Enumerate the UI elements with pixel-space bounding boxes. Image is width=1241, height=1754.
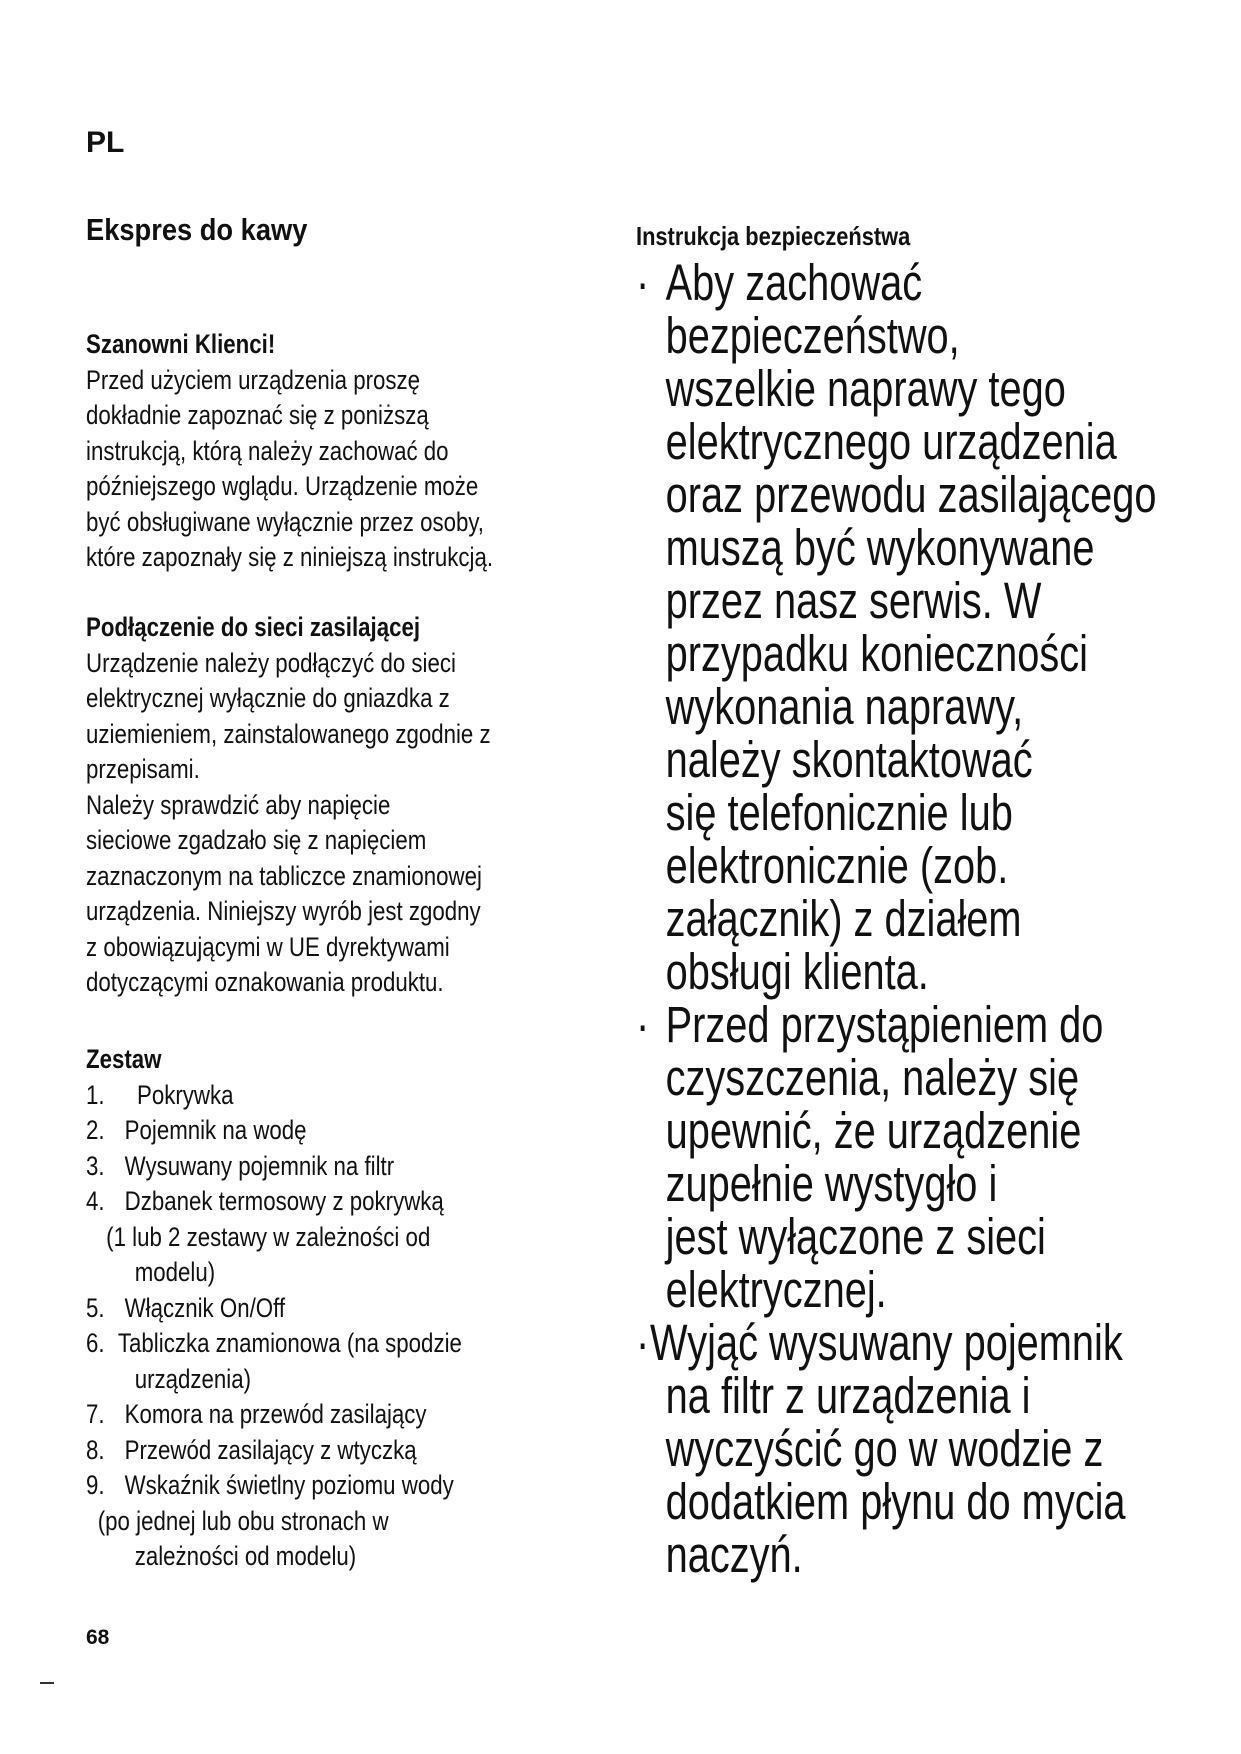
- power-line: elektrycznej wyłącznie do gniazdka z: [86, 683, 450, 713]
- kit-item: [86, 1184, 607, 1220]
- kit-item-note-text: (1 lub 2 zestawy w zależności od: [106, 1221, 431, 1252]
- safety-bullet-line: [636, 1316, 1182, 1369]
- power-line: urządzenia. Niniejszy wyrób jest zgodny: [86, 896, 481, 926]
- kit-item-text: Pojemnik na wodę: [124, 1115, 307, 1145]
- safety-bullet-line: [636, 998, 1182, 1051]
- safety-bullet: [636, 1316, 1182, 1581]
- safety-bullet-line: zupełnie wystygło i: [665, 1155, 998, 1212]
- kit-item-note: [86, 1362, 607, 1398]
- kit-item-number: 6.: [86, 1328, 105, 1358]
- kit-item-note: [86, 1255, 607, 1291]
- safety-bullet-text: Wyjąć wysuwany pojemnik: [650, 1314, 1123, 1371]
- safety-bullet-line: obsługi klienta.: [665, 943, 929, 1000]
- kit-item-note-text: (po jednej lub obu stronach w: [97, 1505, 389, 1536]
- kit-item-note: [86, 1504, 607, 1540]
- kit-item-note: [86, 1539, 607, 1575]
- kit-item: [86, 1326, 607, 1362]
- power-line: Urządzenie należy podłączyć do sieci: [86, 647, 456, 678]
- kit-item-text: Komora na przewód zasilający: [124, 1399, 427, 1429]
- safety-bullet-line: bezpieczeństwo,: [665, 307, 960, 364]
- language-code: PL: [86, 126, 125, 159]
- power-line: Należy sprawdzić aby napięcie: [86, 789, 391, 820]
- kit-item-number: 1.: [86, 1079, 105, 1110]
- safety-bullet-line: elektrycznego urządzenia: [665, 413, 1117, 470]
- safety-bullet-line: muszą być wykonywane: [665, 519, 1095, 576]
- kit-item: [86, 1433, 607, 1469]
- kit-item-note-text: urządzenia): [134, 1363, 252, 1394]
- safety-bullet-line: przypadku konieczności: [665, 625, 1088, 682]
- safety-bullet: [636, 256, 1182, 998]
- margin-mark: [40, 1682, 54, 1684]
- kit-item-text: Wskaźnik świetlny poziomu wody: [124, 1470, 454, 1500]
- safety-bullet: [636, 998, 1182, 1316]
- greeting-heading: Szanowni Klienci!: [86, 329, 276, 359]
- safety-bullet-line: wszelkie naprawy tego: [665, 360, 1066, 417]
- kit-item-text: Pokrywka: [124, 1079, 234, 1110]
- safety-bullet-line: upewnić, że urządzenie: [665, 1102, 1082, 1159]
- safety-bullet-line: czyszczenia, należy się: [665, 1049, 1080, 1106]
- safety-bullet-line: się telefonicznie lub: [665, 784, 1013, 841]
- power-line: przepisami.: [86, 754, 200, 784]
- safety-bullet-line: przez nasz serwis. W: [665, 572, 1042, 629]
- safety-bullet-line: naczyń.: [665, 1526, 803, 1583]
- document-title: Ekspres do kawy: [86, 212, 308, 247]
- kit-item-note: [86, 1220, 607, 1256]
- right-column: [636, 220, 1216, 1583]
- kit-item: [86, 1468, 607, 1504]
- kit-item-number: 5.: [86, 1292, 105, 1323]
- power-line: dotyczącymi oznakowania produktu.: [86, 967, 444, 997]
- kit-item: [86, 1078, 607, 1114]
- safety-heading: Instrukcja bezpieczeństwa: [636, 221, 911, 251]
- safety-bullet-line: jest wyłączone z sieci: [665, 1208, 1046, 1265]
- kit-item-note-text: zależności od modelu): [134, 1541, 357, 1571]
- bullet-dot-icon: ·: [636, 996, 650, 1053]
- power-connection-heading: Podłączenie do sieci zasilającej: [86, 612, 421, 642]
- kit-item-text: Włącznik On/Off: [124, 1292, 286, 1323]
- kit-item-text: Dzbanek termosowy z pokrywką: [124, 1186, 444, 1216]
- greeting-section: [86, 327, 607, 576]
- kit-item-number: 9.: [86, 1470, 105, 1500]
- safety-bullet-line: [636, 256, 1182, 309]
- kit-item-text: Tabliczka znamionowa (na spodzie: [117, 1328, 462, 1358]
- kit-item: [86, 1149, 607, 1185]
- page-number: 68: [86, 1626, 110, 1649]
- power-line: z obowiązującymi w UE dyrektywami: [86, 931, 450, 962]
- safety-bullet-line: należy skontaktować: [665, 731, 1033, 788]
- safety-bullet-line: załącznik) z działem: [665, 890, 1022, 947]
- greeting-line: późniejszego wglądu. Urządzenie może: [86, 471, 479, 501]
- greeting-line: Przed użyciem urządzenia proszę: [86, 364, 421, 395]
- safety-bullet-line: elektrycznej.: [665, 1261, 887, 1318]
- power-line: sieciowe zgadzało się z napięciem: [86, 825, 427, 855]
- kit-item-text: Przewód zasilający z wtyczką: [124, 1434, 417, 1465]
- safety-bullet-line: dodatkiem płynu do mycia: [665, 1473, 1126, 1530]
- kit-item: [86, 1397, 607, 1433]
- greeting-line: dokładnie zapoznać się z poniższą: [86, 400, 429, 430]
- greeting-line: które zapoznały się z niniejszą instrukcją.: [86, 542, 494, 572]
- safety-bullet-line: oraz przewodu zasilającego: [665, 466, 1157, 523]
- power-line: uziemieniem, zainstalowanego zgodnie z: [86, 718, 491, 749]
- bullet-dot-icon: ·: [636, 1314, 650, 1371]
- kit-item-number: 2.: [86, 1115, 105, 1145]
- kit-item-note-text: modelu): [134, 1257, 216, 1287]
- kit-item: [86, 1291, 607, 1327]
- kit-item-number: 7.: [86, 1399, 105, 1429]
- safety-bullet-text: Przed przystąpieniem do: [665, 996, 1104, 1053]
- kit-item: [86, 1113, 607, 1149]
- kit-list: [86, 1078, 607, 1575]
- safety-bullet-line: elektronicznie (zob.: [665, 837, 1009, 894]
- kit-heading: Zestaw: [86, 1044, 162, 1074]
- power-line: zaznaczonym na tabliczce znamionowej: [86, 860, 482, 891]
- kit-item-text: Wysuwany pojemnik na filtr: [124, 1150, 395, 1181]
- kit-item-number: 4.: [86, 1186, 105, 1216]
- power-connection-section: [86, 610, 607, 1001]
- kit-item-number: 8.: [86, 1434, 105, 1465]
- safety-bullet-line: na filtr z urządzenia i: [665, 1367, 1031, 1424]
- safety-bullet-line: wykonania naprawy,: [665, 678, 1024, 735]
- bullet-dot-icon: ·: [636, 254, 650, 311]
- safety-bullet-text: Aby zachować: [665, 254, 923, 311]
- greeting-line: instrukcją, którą należy zachować do: [86, 435, 449, 466]
- safety-bullet-list: [636, 256, 1182, 1581]
- safety-bullet-line: wyczyścić go w wodzie z: [665, 1420, 1104, 1477]
- kit-item-number: 3.: [86, 1150, 105, 1181]
- kit-section: [86, 1042, 607, 1575]
- greeting-line: być obsługiwane wyłącznie przez osoby,: [86, 506, 485, 537]
